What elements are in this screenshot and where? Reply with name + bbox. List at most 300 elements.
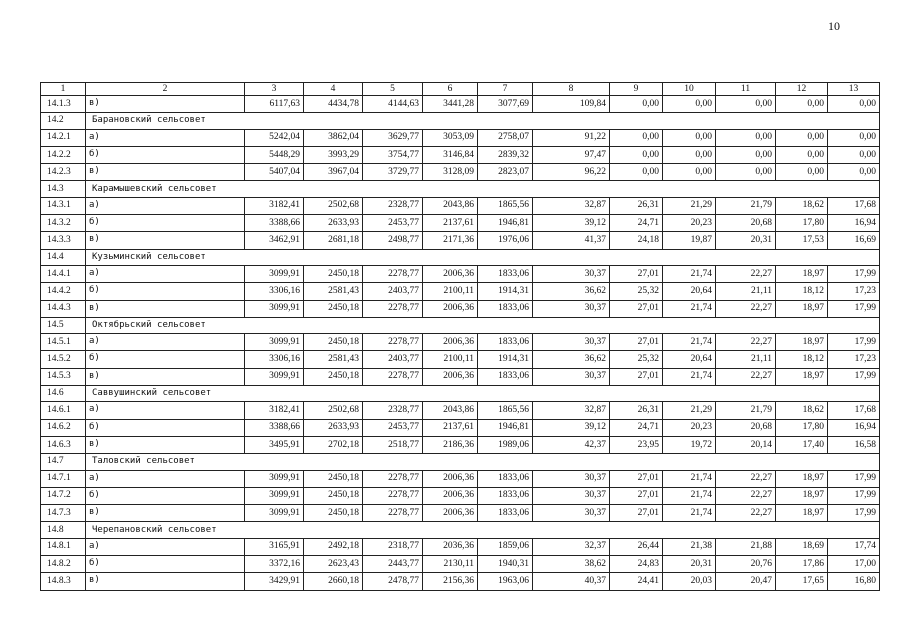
table-cell: 39,12 [533, 419, 610, 436]
table-cell: 2681,18 [304, 232, 363, 249]
section-title: Таловский сельсовет [86, 454, 880, 470]
table-cell: 2156,36 [423, 573, 478, 590]
table-cell: 3182,41 [245, 402, 304, 419]
table-cell: 18,97 [776, 300, 828, 317]
table-cell: 21,79 [716, 402, 776, 419]
table-cell: 1833,06 [478, 470, 533, 487]
column-header: 1 [41, 83, 86, 96]
section-title: Кузьминский сельсовет [86, 249, 880, 265]
column-header: 3 [245, 83, 304, 96]
table-cell: 27,01 [610, 470, 663, 487]
table-cell: 0,00 [776, 129, 828, 146]
table-cell: 5242,04 [245, 129, 304, 146]
table-cell: 17,23 [828, 283, 880, 300]
table-cell: 0,00 [828, 164, 880, 181]
table-cell: 0,00 [663, 96, 716, 113]
table-cell: 1833,06 [478, 300, 533, 317]
table-cell: 21,38 [663, 538, 716, 555]
table-cell: 3862,04 [304, 129, 363, 146]
table-cell: 0,00 [716, 146, 776, 163]
row-subitem: б) [86, 556, 245, 573]
section-row [41, 113, 880, 129]
row-code: 14.2.3 [41, 164, 86, 181]
table-cell: 30,37 [533, 334, 610, 351]
row-code: 14.3.2 [41, 215, 86, 232]
table-cell: 3128,09 [423, 164, 478, 181]
table-cell: 3629,77 [363, 129, 423, 146]
table-cell: 22,27 [716, 334, 776, 351]
table-cell: 21,88 [716, 538, 776, 555]
table-cell: 0,00 [610, 146, 663, 163]
table-cell: 0,00 [716, 96, 776, 113]
table-row [41, 368, 880, 385]
table-cell: 2518,77 [363, 436, 423, 453]
table-cell: 2043,86 [423, 197, 478, 214]
table-cell: 2006,36 [423, 265, 478, 282]
table-row [41, 351, 880, 368]
table-cell: 2318,77 [363, 538, 423, 555]
table-cell: 27,01 [610, 505, 663, 522]
table-cell: 2006,36 [423, 470, 478, 487]
section-row [41, 249, 880, 265]
table-cell: 16,80 [828, 573, 880, 590]
table-cell: 0,00 [610, 164, 663, 181]
table-cell: 2450,18 [304, 470, 363, 487]
table-cell: 26,31 [610, 197, 663, 214]
table-cell: 6117,63 [245, 96, 304, 113]
table-cell: 1865,56 [478, 197, 533, 214]
row-subitem: б) [86, 146, 245, 163]
table-cell: 3099,91 [245, 265, 304, 282]
table-cell: 4434,78 [304, 96, 363, 113]
table-cell: 20,23 [663, 419, 716, 436]
section-code: 14.4 [41, 249, 86, 265]
row-code: 14.8.1 [41, 538, 86, 555]
table-cell: 96,22 [533, 164, 610, 181]
table-cell: 40,37 [533, 573, 610, 590]
table-cell: 1865,56 [478, 402, 533, 419]
column-header: 13 [828, 83, 880, 96]
row-subitem: в) [86, 505, 245, 522]
table-row [41, 487, 880, 504]
table-row [41, 556, 880, 573]
table-cell: 21,74 [663, 334, 716, 351]
table-cell: 2278,77 [363, 300, 423, 317]
table-cell: 20,76 [716, 556, 776, 573]
table-cell: 21,74 [663, 300, 716, 317]
table-cell: 2823,07 [478, 164, 533, 181]
table-cell: 17,68 [828, 197, 880, 214]
table-cell: 17,99 [828, 334, 880, 351]
table-cell: 3099,91 [245, 300, 304, 317]
section-title: Карамышевский сельсовет [86, 181, 880, 197]
table-cell: 2450,18 [304, 487, 363, 504]
table-cell: 0,00 [716, 129, 776, 146]
table-cell: 27,01 [610, 265, 663, 282]
table-cell: 21,79 [716, 197, 776, 214]
table-cell: 4144,63 [363, 96, 423, 113]
table-cell: 1833,06 [478, 334, 533, 351]
table-cell: 1833,06 [478, 368, 533, 385]
table-cell: 2660,18 [304, 573, 363, 590]
table-cell: 1976,06 [478, 232, 533, 249]
row-subitem: в) [86, 232, 245, 249]
table-cell: 2130,11 [423, 556, 478, 573]
table-cell: 3182,41 [245, 197, 304, 214]
table-cell: 5407,04 [245, 164, 304, 181]
row-subitem: б) [86, 215, 245, 232]
table-cell: 1833,06 [478, 505, 533, 522]
table-cell: 2581,43 [304, 351, 363, 368]
table-cell: 21,29 [663, 197, 716, 214]
table-cell: 2450,18 [304, 368, 363, 385]
row-code: 14.6.2 [41, 419, 86, 436]
table-cell: 91,22 [533, 129, 610, 146]
table-cell: 3993,29 [304, 146, 363, 163]
section-code: 14.8 [41, 522, 86, 538]
table-cell: 0,00 [663, 129, 716, 146]
table-cell: 2443,77 [363, 556, 423, 573]
row-code: 14.7.2 [41, 487, 86, 504]
row-code: 14.7.1 [41, 470, 86, 487]
table-cell: 21,74 [663, 368, 716, 385]
column-header: 12 [776, 83, 828, 96]
table-cell: 0,00 [716, 164, 776, 181]
table-cell: 3462,91 [245, 232, 304, 249]
table-cell: 0,00 [776, 164, 828, 181]
column-header: 6 [423, 83, 478, 96]
table-cell: 16,94 [828, 419, 880, 436]
column-header: 8 [533, 83, 610, 96]
table-cell: 36,62 [533, 283, 610, 300]
row-subitem: в) [86, 164, 245, 181]
table-cell: 18,12 [776, 283, 828, 300]
table-cell: 22,27 [716, 470, 776, 487]
table-cell: 3099,91 [245, 334, 304, 351]
table-row [41, 300, 880, 317]
table-cell: 2006,36 [423, 487, 478, 504]
table-cell: 3441,28 [423, 96, 478, 113]
table-cell: 42,37 [533, 436, 610, 453]
row-code: 14.4.1 [41, 265, 86, 282]
column-header: 7 [478, 83, 533, 96]
table-cell: 17,74 [828, 538, 880, 555]
row-code: 14.5.2 [41, 351, 86, 368]
table-cell: 0,00 [663, 164, 716, 181]
table-cell: 30,37 [533, 368, 610, 385]
table-cell: 21,29 [663, 402, 716, 419]
table-cell: 39,12 [533, 215, 610, 232]
table-cell: 16,69 [828, 232, 880, 249]
section-row [41, 317, 880, 333]
table-row [41, 96, 880, 113]
table-cell: 19,72 [663, 436, 716, 453]
table-row [41, 505, 880, 522]
table-cell: 5448,29 [245, 146, 304, 163]
column-header: 5 [363, 83, 423, 96]
table-cell: 2100,11 [423, 283, 478, 300]
section-code: 14.5 [41, 317, 86, 333]
row-code: 14.5.1 [41, 334, 86, 351]
table-cell: 17,23 [828, 351, 880, 368]
table-cell: 2450,18 [304, 505, 363, 522]
table-cell: 0,00 [776, 96, 828, 113]
table-cell: 2328,77 [363, 197, 423, 214]
table-cell: 0,00 [828, 146, 880, 163]
table-cell: 21,74 [663, 505, 716, 522]
table-cell: 16,58 [828, 436, 880, 453]
section-title: Барановский сельсовет [86, 113, 880, 129]
tariff-table [40, 82, 880, 591]
row-subitem: в) [86, 436, 245, 453]
table-row [41, 215, 880, 232]
table-cell: 25,32 [610, 283, 663, 300]
row-code: 14.2.2 [41, 146, 86, 163]
section-title: Октябрьский сельсовет [86, 317, 880, 333]
row-code: 14.2.1 [41, 129, 86, 146]
table-cell: 3306,16 [245, 351, 304, 368]
table-cell: 1914,31 [478, 283, 533, 300]
table-cell: 17,00 [828, 556, 880, 573]
row-code: 14.7.3 [41, 505, 86, 522]
column-header: 11 [716, 83, 776, 96]
table-cell: 17,40 [776, 436, 828, 453]
table-cell: 2839,32 [478, 146, 533, 163]
table-cell: 3495,91 [245, 436, 304, 453]
row-code: 14.3.1 [41, 197, 86, 214]
row-code: 14.6.3 [41, 436, 86, 453]
section-code: 14.2 [41, 113, 86, 129]
header-row [41, 83, 880, 96]
table-row [41, 232, 880, 249]
table-cell: 2278,77 [363, 334, 423, 351]
table-cell: 2502,68 [304, 197, 363, 214]
table-cell: 27,01 [610, 368, 663, 385]
row-subitem: а) [86, 334, 245, 351]
table-cell: 20,31 [663, 556, 716, 573]
table-cell: 20,31 [716, 232, 776, 249]
row-code: 14.4.3 [41, 300, 86, 317]
table-cell: 0,00 [776, 146, 828, 163]
section-code: 14.3 [41, 181, 86, 197]
section-title: Саввушинский сельсовет [86, 386, 880, 402]
table-row [41, 538, 880, 555]
table-cell: 16,94 [828, 215, 880, 232]
table-cell: 3754,77 [363, 146, 423, 163]
row-subitem: в) [86, 300, 245, 317]
table-cell: 18,97 [776, 505, 828, 522]
table-cell: 22,27 [716, 505, 776, 522]
table-cell: 24,71 [610, 419, 663, 436]
table-cell: 22,27 [716, 265, 776, 282]
table-cell: 2186,36 [423, 436, 478, 453]
row-subitem: а) [86, 265, 245, 282]
table-cell: 2036,36 [423, 538, 478, 555]
table-cell: 17,99 [828, 368, 880, 385]
table-cell: 26,31 [610, 402, 663, 419]
table-cell: 2453,77 [363, 419, 423, 436]
table-cell: 20,64 [663, 351, 716, 368]
table-cell: 20,03 [663, 573, 716, 590]
table-cell: 17,99 [828, 505, 880, 522]
table-row [41, 129, 880, 146]
table-cell: 2702,18 [304, 436, 363, 453]
table-cell: 30,37 [533, 470, 610, 487]
table-cell: 2633,93 [304, 419, 363, 436]
table-cell: 32,87 [533, 197, 610, 214]
table-cell: 17,53 [776, 232, 828, 249]
table-cell: 1859,06 [478, 538, 533, 555]
table-cell: 3053,09 [423, 129, 478, 146]
table-cell: 30,37 [533, 487, 610, 504]
table-cell: 27,01 [610, 300, 663, 317]
table-cell: 2633,93 [304, 215, 363, 232]
table-cell: 2006,36 [423, 334, 478, 351]
table-cell: 32,37 [533, 538, 610, 555]
table-cell: 3099,91 [245, 505, 304, 522]
table-cell: 2278,77 [363, 265, 423, 282]
section-title: Черепановский сельсовет [86, 522, 880, 538]
table-cell: 20,68 [716, 215, 776, 232]
section-row [41, 454, 880, 470]
table-row [41, 436, 880, 453]
table-cell: 24,71 [610, 215, 663, 232]
table-row [41, 197, 880, 214]
table-cell: 3729,77 [363, 164, 423, 181]
table-cell: 2278,77 [363, 505, 423, 522]
table-cell: 109,84 [533, 96, 610, 113]
row-subitem: а) [86, 538, 245, 555]
table-cell: 1946,81 [478, 215, 533, 232]
column-header: 2 [86, 83, 245, 96]
table-cell: 21,11 [716, 351, 776, 368]
table-cell: 18,12 [776, 351, 828, 368]
section-code: 14.7 [41, 454, 86, 470]
table-cell: 3165,91 [245, 538, 304, 555]
table-cell: 2006,36 [423, 300, 478, 317]
table-cell: 97,47 [533, 146, 610, 163]
row-subitem: а) [86, 197, 245, 214]
table-cell: 36,62 [533, 351, 610, 368]
table-cell: 18,97 [776, 265, 828, 282]
table-cell: 22,27 [716, 300, 776, 317]
table-cell: 17,65 [776, 573, 828, 590]
table-cell: 1833,06 [478, 265, 533, 282]
column-header: 4 [304, 83, 363, 96]
table-cell: 3077,69 [478, 96, 533, 113]
table-cell: 22,27 [716, 487, 776, 504]
table-cell: 2450,18 [304, 334, 363, 351]
table-cell: 2403,77 [363, 283, 423, 300]
table-cell: 23,95 [610, 436, 663, 453]
table-cell: 20,47 [716, 573, 776, 590]
table-cell: 2403,77 [363, 351, 423, 368]
table-cell: 21,74 [663, 487, 716, 504]
table-cell: 17,99 [828, 300, 880, 317]
table-cell: 2450,18 [304, 265, 363, 282]
table-cell: 41,37 [533, 232, 610, 249]
table-cell: 1989,06 [478, 436, 533, 453]
row-subitem: б) [86, 351, 245, 368]
table-cell: 2137,61 [423, 215, 478, 232]
table-cell: 17,80 [776, 419, 828, 436]
row-subitem: а) [86, 402, 245, 419]
page-number: 10 [828, 19, 840, 33]
table-cell: 2502,68 [304, 402, 363, 419]
table-row [41, 419, 880, 436]
table-row [41, 283, 880, 300]
row-subitem: б) [86, 419, 245, 436]
table-cell: 2278,77 [363, 470, 423, 487]
column-header: 9 [610, 83, 663, 96]
table-cell: 2278,77 [363, 368, 423, 385]
row-subitem: а) [86, 129, 245, 146]
table-cell: 2043,86 [423, 402, 478, 419]
table-cell: 2450,18 [304, 300, 363, 317]
row-subitem: б) [86, 283, 245, 300]
table-cell: 3372,16 [245, 556, 304, 573]
table-cell: 17,80 [776, 215, 828, 232]
table-row [41, 146, 880, 163]
table-cell: 2478,77 [363, 573, 423, 590]
table-cell: 3306,16 [245, 283, 304, 300]
table-cell: 2498,77 [363, 232, 423, 249]
table-cell: 18,62 [776, 402, 828, 419]
table-cell: 3099,91 [245, 368, 304, 385]
row-subitem: б) [86, 487, 245, 504]
table-cell: 17,68 [828, 402, 880, 419]
table-cell: 18,97 [776, 368, 828, 385]
table-cell: 2453,77 [363, 215, 423, 232]
table-cell: 38,62 [533, 556, 610, 573]
column-header: 10 [663, 83, 716, 96]
table-cell: 26,44 [610, 538, 663, 555]
table-cell: 24,41 [610, 573, 663, 590]
table-cell: 2328,77 [363, 402, 423, 419]
table-cell: 30,37 [533, 300, 610, 317]
row-code: 14.8.2 [41, 556, 86, 573]
table-cell: 18,62 [776, 197, 828, 214]
table-cell: 3099,91 [245, 470, 304, 487]
table-cell: 20,64 [663, 283, 716, 300]
table-cell: 18,97 [776, 470, 828, 487]
table-cell: 17,99 [828, 265, 880, 282]
row-code: 14.6.1 [41, 402, 86, 419]
table-cell: 2171,36 [423, 232, 478, 249]
table-cell: 1914,31 [478, 351, 533, 368]
table-cell: 0,00 [828, 129, 880, 146]
table-cell: 0,00 [610, 129, 663, 146]
table-row [41, 164, 880, 181]
table-cell: 21,74 [663, 470, 716, 487]
table-cell: 25,32 [610, 351, 663, 368]
table-cell: 2623,43 [304, 556, 363, 573]
table-cell: 18,97 [776, 487, 828, 504]
table-cell: 1963,06 [478, 573, 533, 590]
table-cell: 27,01 [610, 334, 663, 351]
row-code: 14.4.2 [41, 283, 86, 300]
section-row [41, 181, 880, 197]
table-cell: 3967,04 [304, 164, 363, 181]
table-cell: 2006,36 [423, 505, 478, 522]
table-cell: 21,74 [663, 265, 716, 282]
table-cell: 1833,06 [478, 487, 533, 504]
table-cell: 0,00 [663, 146, 716, 163]
table-cell: 20,14 [716, 436, 776, 453]
table-cell: 18,97 [776, 334, 828, 351]
table-cell: 3388,66 [245, 215, 304, 232]
table-cell: 17,99 [828, 470, 880, 487]
